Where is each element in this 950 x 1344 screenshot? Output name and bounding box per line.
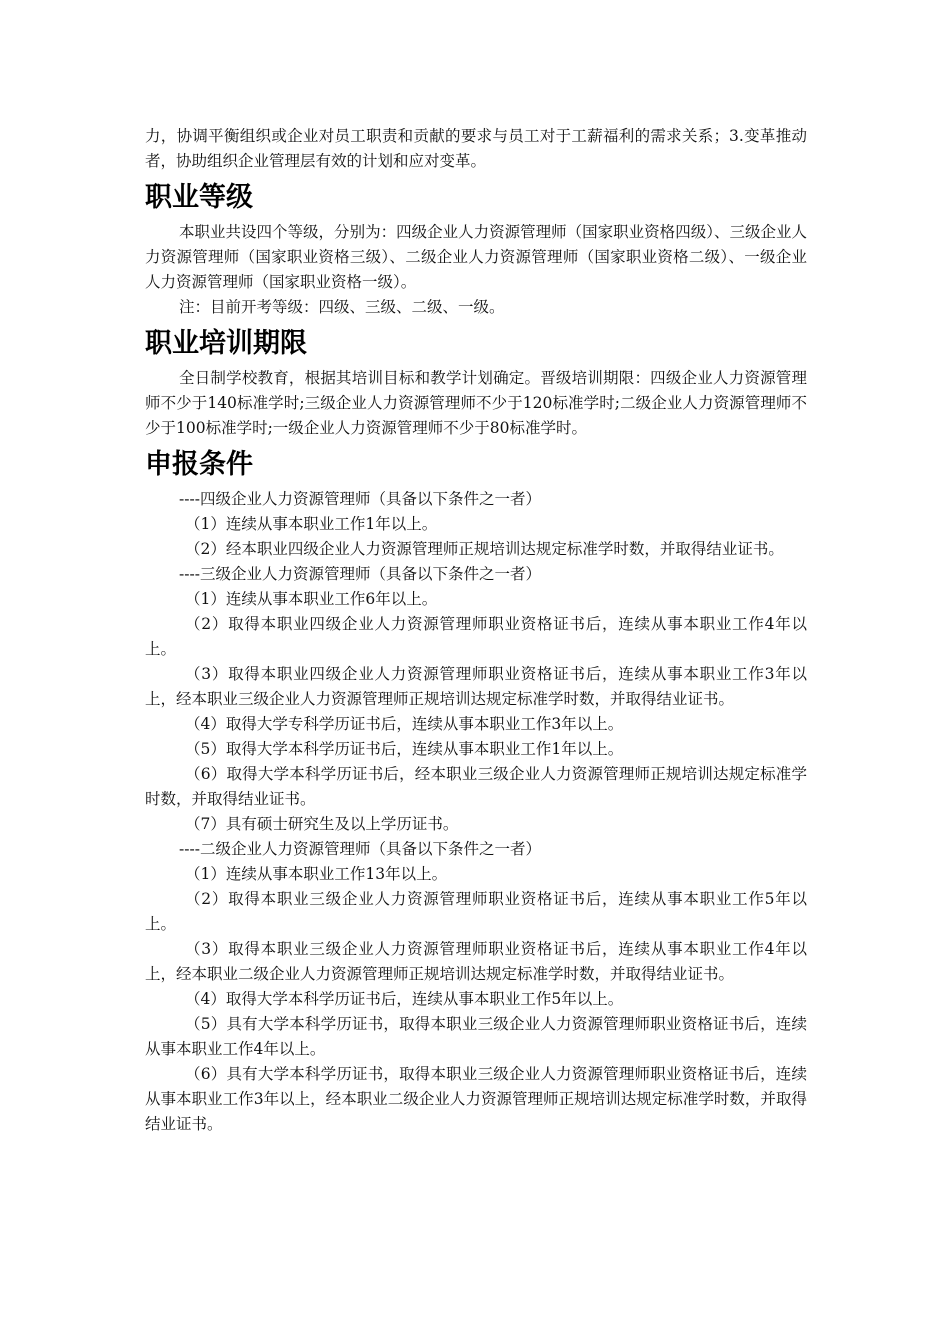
levels-note: 注：目前开考等级：四级、三级、二级、一级。 [179, 298, 505, 316]
level3-title: ----三级企业人力资源管理师（具备以下条件之一者） [179, 565, 541, 583]
section-heading-conditions: 申报条件 [145, 449, 253, 480]
list-item: （4）取得大学专科学历证书后，连续从事本职业工作3年以上。 [185, 715, 624, 733]
list-item: （1）连续从事本职业工作1年以上。 [185, 515, 438, 533]
list-item: （3）取得本职业三级企业人力资源管理师职业资格证书后，连续从事本职业工作4年以上，经本职业二级企业人力资源管理师正规培训达规定标准学时数，并取得结业证书。 [145, 940, 807, 983]
list-item: （3）取得本职业四级企业人力资源管理师职业资格证书后，连续从事本职业工作3年以上，经本职业三级企业人力资源管理师正规培训达规定标准学时数，并取得结业证书。 [145, 665, 807, 708]
list-item: （5）具有大学本科学历证书，取得本职业三级企业人力资源管理师职业资格证书后，连续从事本职业工作4年以上。 [145, 1015, 807, 1058]
section-heading-training: 职业培训期限 [145, 328, 307, 359]
list-item: （5）取得大学本科学历证书后，连续从事本职业工作1年以上。 [185, 740, 624, 758]
list-item: （7）具有硕士研究生及以上学历证书。 [185, 815, 459, 833]
level4-title: ----四级企业人力资源管理师（具备以下条件之一者） [179, 490, 541, 508]
list-item: （2）取得本职业四级企业人力资源管理师职业资格证书后，连续从事本职业工作4年以上。 [145, 615, 807, 658]
list-item: （2）经本职业四级企业人力资源管理师正规培训达规定标准学时数，并取得结业证书。 [185, 540, 784, 558]
list-item: （1）连续从事本职业工作13年以上。 [185, 865, 448, 883]
document-page [145, 124, 807, 1137]
training-paragraph: 全日制学校教育，根据其培训目标和教学计划确定。晋级培训期限：四级企业人力资源管理师不少于140标准学时;三级企业人力资源管理师不少于120标准学时;二级企业人力资源管理师不少于100标准学时;一级企业人力资源管理师不少于80标准学时。 [145, 369, 807, 437]
list-item: （1）连续从事本职业工作6年以上。 [185, 590, 438, 608]
levels-paragraph: 本职业共设四个等级，分别为：四级企业人力资源管理师（国家职业资格四级）、三级企业人力资源管理师（国家职业资格三级）、二级企业人力资源管理师（国家职业资格二级）、一级企业人力资源管理师（国家职业资格一级）。 [145, 223, 807, 291]
list-item: （6）取得大学本科学历证书后，经本职业三级企业人力资源管理师正规培训达规定标准学时数，并取得结业证书。 [145, 765, 807, 808]
list-item: （6）具有大学本科学历证书，取得本职业三级企业人力资源管理师职业资格证书后，连续从事本职业工作3年以上，经本职业二级企业人力资源管理师正规培训达规定标准学时数，并取得结业证书。 [145, 1065, 807, 1133]
list-item: （4）取得大学本科学历证书后，连续从事本职业工作5年以上。 [185, 990, 624, 1008]
intro-paragraph: 力，协调平衡组织或企业对员工职责和贡献的要求与员工对于工薪福利的需求关系；3.变革推动者，协助组织企业管理层有效的计划和应对变革。 [145, 127, 807, 170]
list-item: （2）取得本职业三级企业人力资源管理师职业资格证书后，连续从事本职业工作5年以上。 [145, 890, 807, 933]
section-heading-levels: 职业等级 [145, 182, 253, 213]
level2-title: ----二级企业人力资源管理师（具备以下条件之一者） [179, 840, 541, 858]
